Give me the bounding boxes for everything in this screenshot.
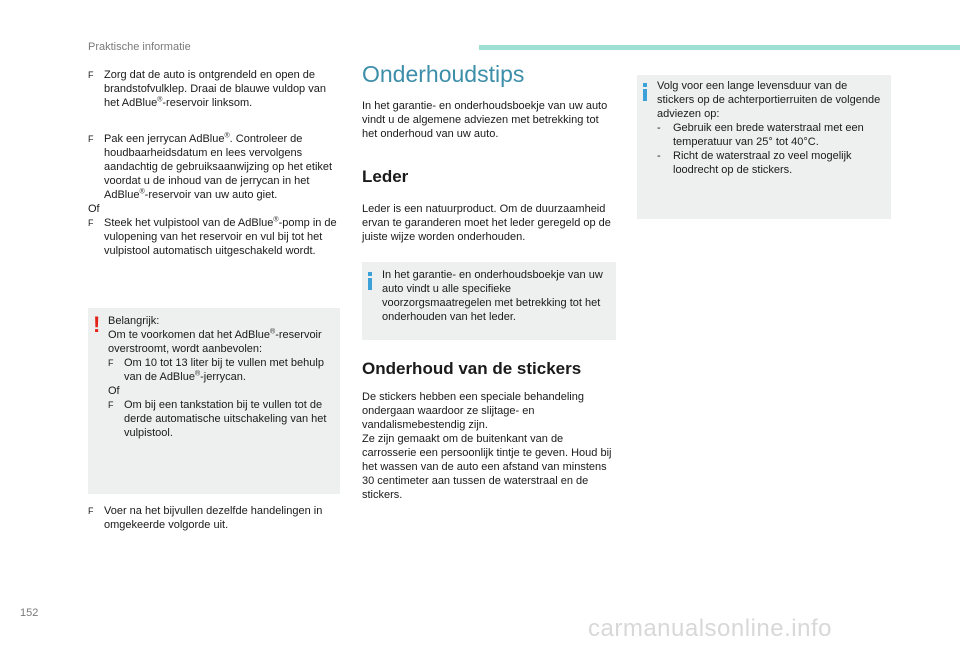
- bullet-text: Om bij een tankstation bij te vullen tot de derde automatische uitschakeling van het vulpistool.: [124, 399, 327, 439]
- bullet-icon: F: [108, 358, 114, 368]
- warning-title: Belangrijk:: [108, 315, 160, 327]
- bullet-icon: F: [108, 400, 114, 410]
- bullet-text: -pomp in de vulopening van het reservoir en vul bij tot het vulpistool automatisch uitgeschakeld wordt.: [104, 217, 337, 257]
- bullet-text: Zorg dat de auto is ontgrendeld en open de brandstofvulklep. Draai de blauwe vuldop van het AdBlue: [104, 69, 326, 109]
- exclamation-icon: !: [93, 312, 101, 337]
- list-item: [88, 504, 343, 532]
- bullet-icon: F: [88, 70, 94, 80]
- left-column-bottom: [88, 504, 343, 532]
- registered-mark: ®: [224, 132, 230, 140]
- list-item: [108, 398, 332, 440]
- warning-text-part: -reservoir overstroomt, wordt aanbevolen:: [108, 329, 322, 355]
- info-icon: [643, 83, 647, 101]
- dash-mark: -: [657, 150, 661, 162]
- registered-mark: ®: [157, 96, 163, 104]
- warning-box: [88, 308, 340, 494]
- stickers-text-2: Ze zijn gemaakt om de buitenkant van de carrosserie een persoonlijk tintje te geven. Houd bij het wassen van de auto een afstand van minstens 30 centimeter aan tussen de waterstraal en de stickers.: [362, 433, 612, 501]
- intro-text: In het garantie- en onderhoudsboekje van uw auto vindt u de algemene adviezen met betrekking tot het onderhoud van uw auto.: [362, 100, 608, 140]
- bullet-text: -reservoir van uw auto giet.: [144, 189, 278, 201]
- list-item: [88, 132, 343, 202]
- list-item-text: Richt de waterstraal zo veel mogelijk loodrecht op de stickers.: [673, 150, 852, 176]
- bullet-text: -jerrycan.: [200, 371, 246, 383]
- page-number: 152: [20, 607, 39, 619]
- bullet-text: Steek het vulpistool van de AdBlue: [104, 217, 274, 229]
- bullet-text: Voer na het bijvullen dezelfde handelingen in omgekeerde volgorde uit.: [104, 505, 323, 531]
- warning-text: [108, 328, 332, 356]
- leder-info-box: [362, 262, 616, 340]
- or-label: Of: [88, 203, 100, 215]
- bullet-icon: F: [88, 506, 94, 516]
- list-item-text: Gebruik een brede waterstraal met een temperatuur van 25° tot 40°C.: [673, 122, 864, 148]
- warning-text-part: Om te voorkomen dat het AdBlue: [108, 329, 271, 341]
- list-item: [657, 149, 883, 177]
- leder-info-text: In het garantie- en onderhoudsboekje van uw auto vindt u alle specifieke voorzorgsmaatregelen met betrekking tot het onderhouden van het leder.: [382, 269, 603, 323]
- bullet-text: . Controleer de houdbaarheidsdatum en lees vervolgens aandachtig de gebruiksaanwijzing op het etiket voordat u de inhoud van de jerrycan in het AdBlue: [104, 133, 333, 201]
- bullet-text: Om 10 tot 13 liter bij te vullen met behulp van de AdBlue: [124, 357, 324, 383]
- registered-mark: ®: [194, 370, 201, 378]
- leder-heading: Leder: [362, 167, 409, 186]
- middle-column: [362, 60, 616, 244]
- list-item: [108, 356, 332, 384]
- bullet-icon: F: [88, 134, 94, 144]
- bullet-text: -reservoir linksom.: [162, 97, 253, 109]
- bullet-text: Pak een jerrycan AdBlue: [104, 133, 225, 145]
- list-item: [88, 68, 343, 110]
- header-title: Praktische informatie: [88, 41, 191, 53]
- stickers-info-intro: Volg voor een lange levensduur van de stickers op de achterportierruiten de volgende adviezen op:: [657, 80, 881, 120]
- or-label: Of: [108, 385, 120, 397]
- stickers-section: [362, 358, 616, 502]
- left-column: [88, 68, 343, 258]
- registered-mark: ®: [273, 216, 279, 224]
- header-accent-bar: [479, 45, 960, 50]
- list-item: [657, 121, 883, 149]
- leder-text: Leder is een natuurproduct. Om de duurzaamheid ervan te garanderen moet het leder geregeld op de juiste wijze worden onderhouden.: [362, 203, 611, 243]
- stickers-text-1: De stickers hebben een speciale behandeling ondergaan waardoor ze slijtage- en vandalismebestendig zijn.: [362, 391, 584, 431]
- stickers-heading: Onderhoud van de stickers: [362, 359, 582, 378]
- stickers-info-box: [637, 75, 891, 219]
- registered-mark: ®: [139, 188, 145, 196]
- info-icon: [368, 272, 372, 290]
- page-title: Onderhoudstips: [362, 61, 525, 87]
- bullet-icon: F: [88, 218, 94, 228]
- dash-mark: -: [657, 122, 661, 134]
- footer-watermark: carmanualsonline.info: [588, 615, 832, 642]
- registered-mark: ®: [270, 328, 276, 336]
- list-item: [88, 216, 343, 258]
